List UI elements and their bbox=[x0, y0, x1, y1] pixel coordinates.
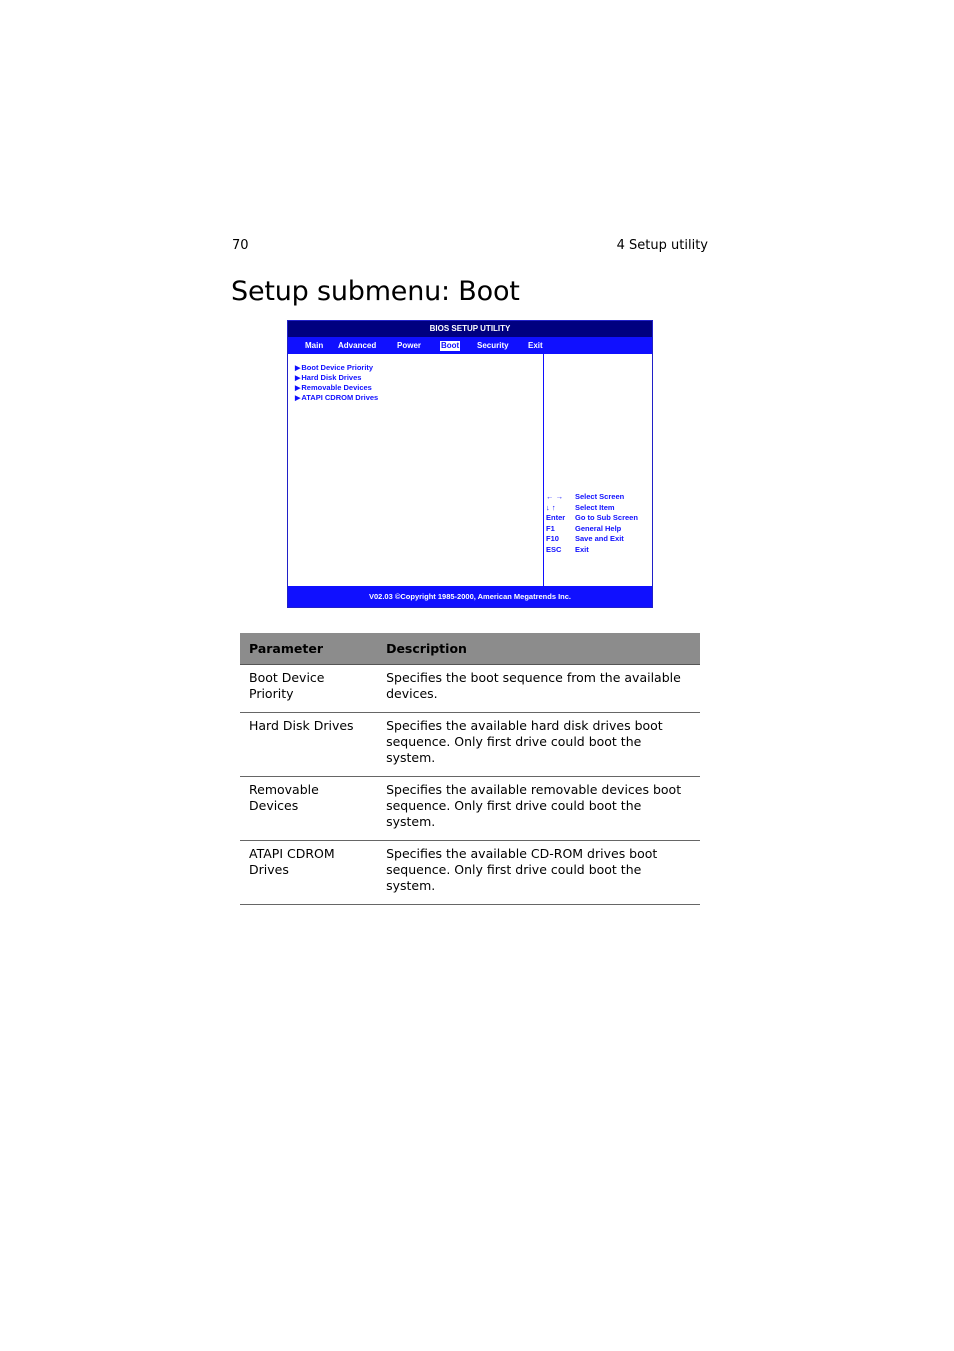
table-row bbox=[240, 713, 700, 777]
chapter-header: 4 Setup utility bbox=[616, 238, 708, 253]
parameter-cell: Removable Devices bbox=[240, 777, 377, 841]
bios-menu-security[interactable]: Security bbox=[477, 341, 509, 350]
description-cell: Specifies the available removable devices boot sequence. Only first drive could boot the system. bbox=[377, 777, 700, 841]
parameter-cell: Boot Device Priority bbox=[240, 665, 377, 713]
table-header-row bbox=[240, 633, 700, 665]
table-row bbox=[240, 777, 700, 841]
bios-item-atapi-cdrom-drives[interactable]: ▶ATAPI CDROM Drives bbox=[295, 393, 379, 402]
description-cell: Specifies the available CD-ROM drives boot sequence. Only first drive could boot the system. bbox=[377, 841, 700, 905]
bios-footer: V02.03 ©Copyright 1985-2000, American Megatrends Inc. bbox=[288, 586, 652, 607]
description-cell: Specifies the boot sequence from the available devices. bbox=[377, 665, 700, 713]
bios-key-row: ↓ ↑ Select Item bbox=[546, 502, 615, 512]
bios-item-removable-devices[interactable]: ▶Removable Devices bbox=[295, 383, 372, 392]
bios-key-row: Enter Go to Sub Screen bbox=[546, 513, 638, 523]
triangle-right-icon: ▶ bbox=[295, 375, 301, 382]
table-row bbox=[240, 841, 700, 905]
parameter-table bbox=[240, 633, 700, 905]
bios-item-list bbox=[295, 363, 378, 403]
page-title: Setup submenu: Boot bbox=[231, 276, 520, 307]
bios-divider bbox=[543, 354, 544, 586]
bios-item-boot-device-priority[interactable]: ▶Boot Device Priority bbox=[295, 363, 374, 372]
bios-menu-power[interactable]: Power bbox=[397, 341, 422, 350]
bios-menu-exit[interactable]: Exit bbox=[528, 341, 543, 350]
bios-key-row: ← → Select Screen bbox=[546, 492, 625, 501]
left-right-arrow-icon: ← → bbox=[546, 492, 564, 501]
triangle-right-icon: ▶ bbox=[295, 365, 301, 372]
bios-key-row: ESC Exit bbox=[546, 544, 589, 554]
bios-title-bar: BIOS SETUP UTILITY bbox=[288, 321, 652, 337]
bios-key-row: F1 General Help bbox=[546, 523, 622, 533]
parameter-cell: Hard Disk Drives bbox=[240, 713, 377, 777]
bios-item-hard-disk-drives[interactable]: ▶Hard Disk Drives bbox=[295, 373, 362, 382]
parameter-cell: ATAPI CDROM Drives bbox=[240, 841, 377, 905]
page-number: 70 bbox=[232, 238, 249, 253]
bios-key-legend bbox=[546, 492, 650, 556]
bios-menu-boot[interactable]: Boot bbox=[441, 341, 460, 350]
table-row bbox=[240, 665, 700, 713]
description-cell: Specifies the available hard disk drives boot sequence. Only first drive could boot the system. bbox=[377, 713, 700, 777]
column-header-parameter: Parameter bbox=[240, 633, 377, 665]
bios-screenshot bbox=[287, 320, 653, 608]
triangle-right-icon: ▶ bbox=[295, 385, 301, 392]
bios-menu-advanced[interactable]: Advanced bbox=[338, 341, 377, 350]
triangle-right-icon: ▶ bbox=[295, 395, 301, 402]
bios-menu-bar bbox=[288, 337, 652, 354]
column-header-description: Description bbox=[377, 633, 700, 665]
bios-key-row: F10 Save and Exit bbox=[546, 534, 624, 544]
bios-menu-main[interactable]: Main bbox=[305, 341, 324, 350]
up-down-arrow-icon: ↓ ↑ bbox=[546, 502, 556, 512]
